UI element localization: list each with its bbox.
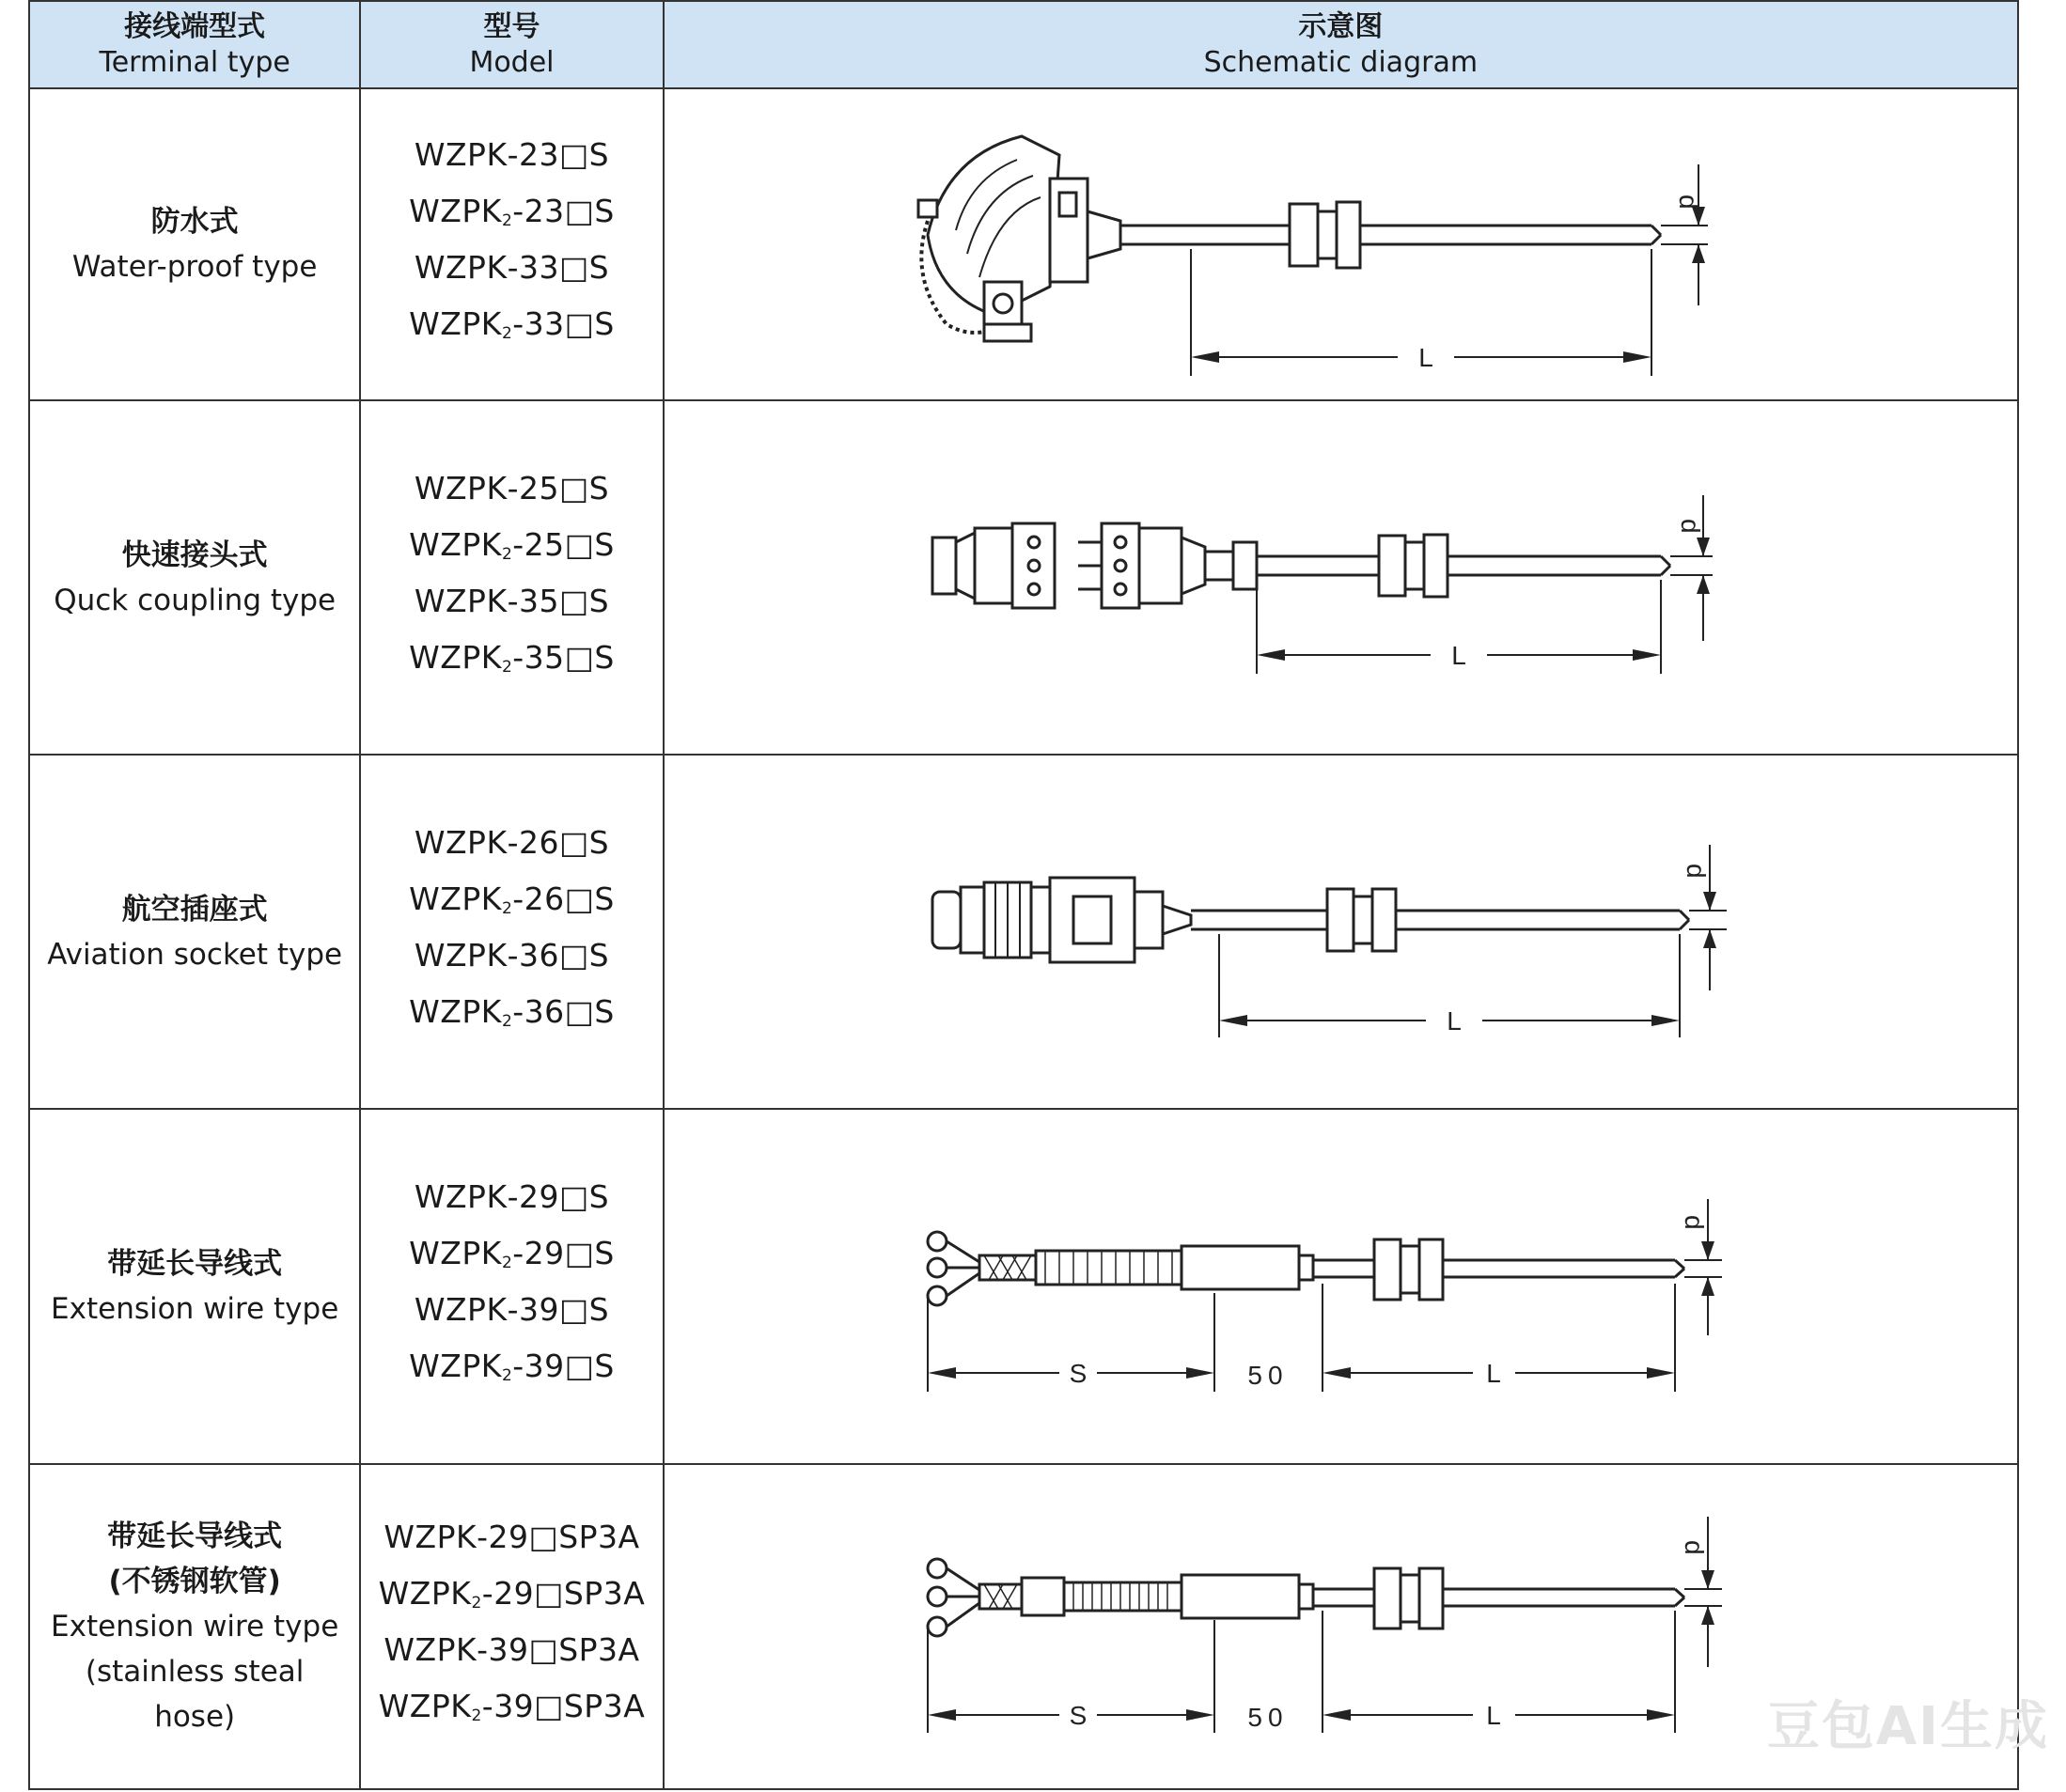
- model-code: $WZPK_2-39□SP3A$: [378, 1688, 646, 1725]
- header-diagram-zh: 示意图: [1298, 9, 1384, 43]
- waterproof-diagram: [665, 89, 2018, 399]
- model-code: WZPK-39□SP3A: [383, 1631, 640, 1668]
- dim-L-label: L: [1417, 343, 1433, 372]
- model-code: $WZPK_2-29□SP3A$: [378, 1575, 646, 1613]
- model-code: $WZPK_2-39□S$: [409, 1348, 615, 1385]
- terminal-type-cell: [29, 400, 360, 755]
- model-code: WZPK-25□S: [414, 469, 610, 506]
- schematic-cell: [664, 88, 2018, 400]
- terminal-type-zh: 快速接头式: [121, 538, 268, 572]
- model-code: $WZPK_2-25□S$: [409, 525, 615, 564]
- terminal-type-cell: [29, 755, 360, 1109]
- model-code: WZPK-36□S: [414, 936, 610, 974]
- model-cell: [360, 1464, 663, 1789]
- schematic-cell: [664, 1109, 2018, 1464]
- dim-d-label: d: [1673, 195, 1703, 210]
- terminal-type-en-3: hose): [154, 1700, 236, 1734]
- schematic-cell: [664, 400, 2018, 755]
- dim-50-label: 50: [1247, 1361, 1289, 1390]
- model-code: WZPK-29□SP3A: [383, 1519, 640, 1555]
- schematic-cell: [664, 755, 2018, 1109]
- model-cell: [360, 755, 663, 1109]
- header-terminal-en: Terminal type: [99, 45, 290, 79]
- terminal-type-cell: [29, 1464, 360, 1789]
- dim-L-label: L: [1446, 1006, 1462, 1036]
- model-code: WZPK-35□S: [414, 582, 610, 619]
- terminal-type-en: Extension wire type: [51, 1292, 339, 1326]
- header-model-zh: 型号: [483, 9, 540, 43]
- watermark: 豆包AI生成: [1766, 1696, 2049, 1757]
- model-code: $WZPK_2-35□S$: [409, 638, 615, 677]
- terminal-type-en: Aviation socket type: [47, 937, 343, 972]
- dim-S-label: S: [1069, 1701, 1087, 1730]
- terminal-type-zh-2: (不锈钢软管): [108, 1565, 281, 1598]
- header-model: [360, 1, 663, 88]
- terminal-type-cell: [29, 88, 360, 400]
- model-code: WZPK-33□S: [414, 249, 610, 286]
- terminal-type-zh: 带延长导线式: [107, 1519, 283, 1553]
- table-row: [29, 400, 2018, 755]
- quick-coupling-diagram: [665, 401, 2018, 754]
- terminal-type-zh: 防水式: [150, 205, 239, 239]
- terminal-type-en-2: (stainless steal: [85, 1655, 305, 1689]
- terminal-type-cell: [29, 1109, 360, 1464]
- terminal-type-en: Extension wire type: [51, 1610, 339, 1644]
- model-cell: [360, 88, 663, 400]
- header-diagram-en: Schematic diagram: [1203, 45, 1479, 79]
- table-row: [29, 1464, 2018, 1789]
- table-row: [29, 1109, 2018, 1464]
- spec-table: [28, 0, 2019, 1790]
- dim-S-label: S: [1069, 1359, 1087, 1388]
- dim-d-label: d: [1681, 864, 1711, 879]
- terminal-type-en: Water-proof type: [71, 250, 318, 284]
- dim-L-label: L: [1450, 641, 1466, 670]
- header-row: [29, 1, 2018, 88]
- dim-d-label: d: [1679, 1215, 1709, 1230]
- table-row: [29, 88, 2018, 400]
- dim-L-label: L: [1485, 1359, 1501, 1388]
- aviation-socket-diagram: [665, 756, 2018, 1108]
- table-row: [29, 755, 2018, 1109]
- model-code: $WZPK_2-23□S$: [409, 193, 615, 230]
- header-terminal-zh: 接线端型式: [124, 9, 266, 43]
- dim-L-label: L: [1485, 1701, 1501, 1730]
- extension-wire-diagram: [665, 1110, 2018, 1463]
- header-schematic: [664, 1, 2018, 88]
- model-cell: [360, 400, 663, 755]
- terminal-type-zh: 航空插座式: [121, 892, 268, 927]
- header-terminal-type: [29, 1, 360, 88]
- model-code: $WZPK_2-33□S$: [409, 305, 615, 343]
- dim-d-label: d: [1675, 519, 1705, 534]
- header-model-en: Model: [469, 45, 555, 79]
- model-cell: [360, 1109, 663, 1464]
- terminal-type-en: Quck coupling type: [54, 583, 337, 617]
- dim-50-label: 50: [1247, 1703, 1289, 1732]
- terminal-type-zh: 带延长导线式: [107, 1247, 283, 1281]
- model-code: $WZPK_2-36□S$: [409, 992, 615, 1031]
- model-code: WZPK-23□S: [414, 136, 610, 173]
- model-code: WZPK-29□S: [414, 1178, 610, 1215]
- dim-d-label: d: [1679, 1540, 1709, 1555]
- model-code: WZPK-39□S: [414, 1291, 610, 1328]
- model-code: $WZPK_2-26□S$: [409, 880, 615, 918]
- model-code: $WZPK_2-29□S$: [409, 1235, 615, 1272]
- model-code: WZPK-26□S: [414, 823, 610, 861]
